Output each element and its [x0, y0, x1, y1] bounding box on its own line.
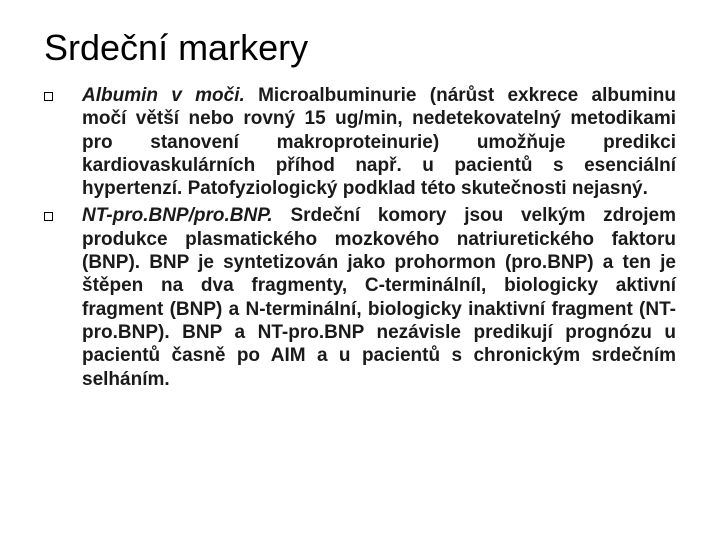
- bullet-body: Microalbuminurie (nárůst exkrece albuminu močí větší nebo rovný 15 ug/min, nedetekovatelný metodikami pro stanovení makroproteinurie) umožňuje predikci kardiovaskulárních příhod např. u pacientů s esenciální hypertenzí. Patofyziologický podklad této skutečnosti nejasný.: [82, 85, 676, 200]
- bullet-term: NT-pro.BNP/pro.BNP.: [82, 205, 273, 227]
- square-bullet-icon: [44, 92, 53, 101]
- bullet-nt-probnp: [44, 204, 676, 390]
- bullet-list: [44, 84, 676, 395]
- bullet-body: Srdeční komory jsou velkým zdrojem produkce plasmatického mozkového natriuretického faktoru (BNP). BNP je syntetizován jako prohormon (pro.BNP) a ten je štěpen na dva fragmenty, C-terminálníl, biologicky aktivní fragment (BNP) a N-terminální, biologicky inaktivní fragment (NT-pro.BNP). BNP a NT-pro.BNP nezávisle predikují prognózu u pacientů časně po AIM a u pacientů s chronickým srdečním selháním.: [82, 205, 676, 390]
- bullet-term: Albumin v moči.: [82, 85, 245, 106]
- bullet-paragraph: [82, 84, 676, 200]
- slide-title: Srdeční markery: [44, 27, 309, 68]
- bullet-paragraph: [82, 204, 676, 390]
- bullet-albumin: [44, 84, 676, 200]
- square-bullet-icon: [44, 212, 53, 221]
